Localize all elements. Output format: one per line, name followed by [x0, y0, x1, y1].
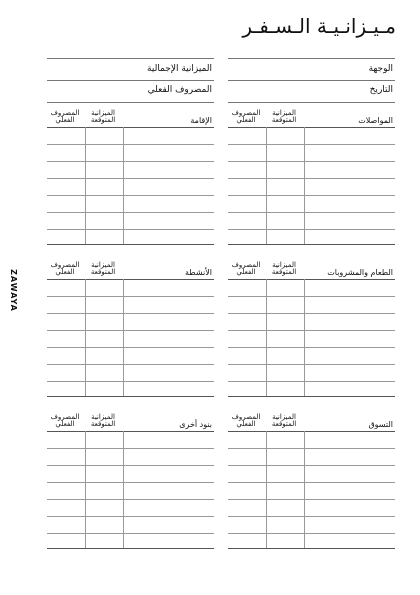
- section-food: [228, 262, 395, 402]
- table-row[interactable]: [228, 516, 395, 517]
- section-accommodation: [47, 110, 214, 250]
- expected-header: الميزانية المتوقعة: [271, 413, 297, 428]
- column-divider: [123, 431, 124, 548]
- table-row[interactable]: [47, 144, 214, 145]
- section-transport: [228, 110, 395, 250]
- table-row[interactable]: [228, 381, 395, 382]
- actual-header: المصروف الفعلي: [50, 413, 80, 428]
- table-row[interactable]: [228, 178, 395, 179]
- table-row[interactable]: [228, 313, 395, 314]
- expected-header: الميزانية المتوقعة: [90, 109, 116, 124]
- table-row[interactable]: [228, 364, 395, 365]
- column-divider: [85, 279, 86, 396]
- header-rule: [228, 127, 395, 128]
- bottom-rule: [47, 244, 214, 245]
- actual-header: المصروف الفعلي: [50, 109, 80, 124]
- expected-header: الميزانية المتوقعة: [271, 109, 297, 124]
- actual-header: المصروف الفعلي: [231, 261, 261, 276]
- column-divider: [123, 279, 124, 396]
- info-line: [47, 58, 214, 59]
- bottom-rule: [228, 244, 395, 245]
- total-budget-label: الميزانية الإجمالية: [147, 64, 212, 74]
- table-row[interactable]: [228, 330, 395, 331]
- actual-spent-field[interactable]: [47, 102, 214, 103]
- table-row[interactable]: [47, 533, 214, 534]
- total-budget-field[interactable]: [47, 80, 214, 81]
- actual-header: المصروف الفعلي: [231, 109, 261, 124]
- table-row[interactable]: [47, 364, 214, 365]
- section-title: بنود أخرى: [179, 420, 212, 429]
- table-row[interactable]: [47, 482, 214, 483]
- section-activities: [47, 262, 214, 402]
- table-row[interactable]: [47, 161, 214, 162]
- destination-label: الوجهة: [368, 64, 393, 74]
- table-row[interactable]: [228, 212, 395, 213]
- section-title: المواصلات: [358, 116, 393, 125]
- table-row[interactable]: [228, 533, 395, 534]
- table-row[interactable]: [47, 296, 214, 297]
- actual-header: المصروف الفعلي: [50, 261, 80, 276]
- table-row[interactable]: [228, 296, 395, 297]
- table-row[interactable]: [228, 229, 395, 230]
- column-divider: [266, 279, 267, 396]
- table-row[interactable]: [47, 347, 214, 348]
- table-row[interactable]: [47, 313, 214, 314]
- table-row[interactable]: [47, 448, 214, 449]
- table-row[interactable]: [47, 330, 214, 331]
- section-title: الطعام والمشروبات: [327, 268, 393, 277]
- column-divider: [304, 279, 305, 396]
- column-divider: [304, 431, 305, 548]
- section-title: الإقامة: [190, 116, 212, 125]
- bottom-rule: [47, 396, 214, 397]
- table-row[interactable]: [228, 448, 395, 449]
- table-row[interactable]: [228, 161, 395, 162]
- table-row[interactable]: [228, 465, 395, 466]
- table-row[interactable]: [47, 195, 214, 196]
- table-row[interactable]: [228, 144, 395, 145]
- table-row[interactable]: [47, 229, 214, 230]
- bottom-rule: [47, 548, 214, 549]
- table-row[interactable]: [47, 499, 214, 500]
- column-divider: [304, 127, 305, 244]
- column-divider: [123, 127, 124, 244]
- column-divider: [266, 127, 267, 244]
- header-rule: [228, 279, 395, 280]
- column-divider: [85, 431, 86, 548]
- table-row[interactable]: [228, 482, 395, 483]
- table-row[interactable]: [228, 347, 395, 348]
- expected-header: الميزانية المتوقعة: [271, 261, 297, 276]
- trip-info-left: [47, 58, 214, 106]
- date-label: التاريخ: [369, 85, 393, 95]
- column-divider: [85, 127, 86, 244]
- expected-header: الميزانية المتوقعة: [90, 261, 116, 276]
- page-title: مـيـزانـيـة الـسـفـر: [242, 14, 396, 38]
- header-rule: [228, 431, 395, 432]
- header-rule: [47, 431, 214, 432]
- date-field[interactable]: [228, 102, 395, 103]
- destination-field[interactable]: [228, 80, 395, 81]
- actual-spent-label: المصروف الفعلي: [147, 85, 212, 95]
- expected-header: الميزانية المتوقعة: [90, 413, 116, 428]
- table-row[interactable]: [47, 381, 214, 382]
- header-rule: [47, 127, 214, 128]
- table-row[interactable]: [47, 516, 214, 517]
- column-divider: [266, 431, 267, 548]
- section-other: [47, 414, 214, 554]
- bottom-rule: [228, 396, 395, 397]
- actual-header: المصروف الفعلي: [231, 413, 261, 428]
- brand-logo: [8, 262, 34, 322]
- trip-info-right: [228, 58, 395, 106]
- table-row[interactable]: [228, 195, 395, 196]
- table-row[interactable]: [47, 178, 214, 179]
- table-row[interactable]: [47, 465, 214, 466]
- section-title: الأنشطة: [185, 268, 212, 277]
- table-row[interactable]: [47, 212, 214, 213]
- section-title: التسوق: [368, 420, 393, 429]
- table-row[interactable]: [228, 499, 395, 500]
- header-rule: [47, 279, 214, 280]
- bottom-rule: [228, 548, 395, 549]
- brand-text: ZAWAYA: [8, 269, 18, 312]
- info-line: [228, 58, 395, 59]
- section-shopping: [228, 414, 395, 554]
